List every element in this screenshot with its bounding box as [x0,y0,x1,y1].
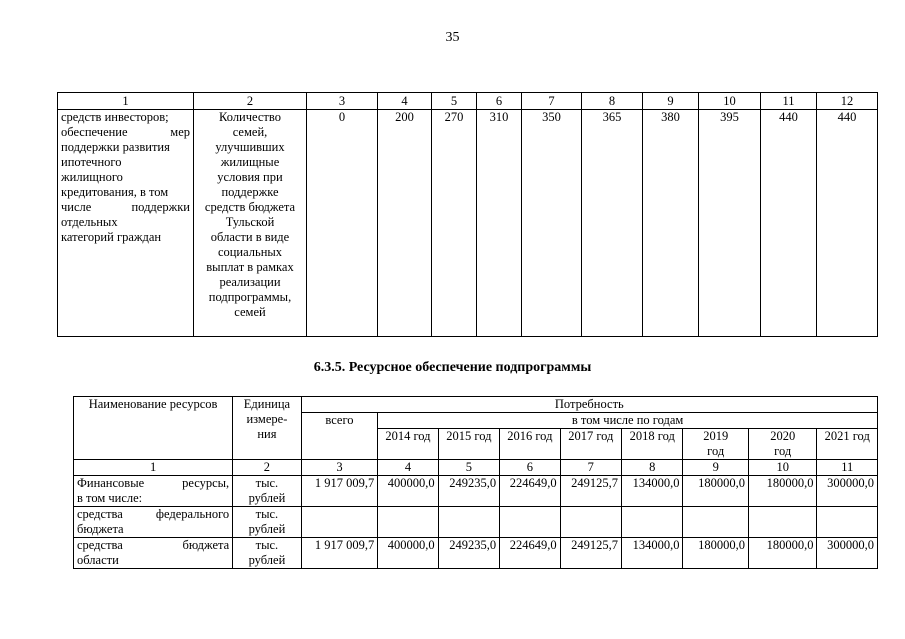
value-cell: 400000,0 [378,538,438,569]
text-line: отдельных [61,215,118,229]
text-line: рублей [248,553,286,567]
column-number: 11 [817,460,878,476]
value-cell: 310 [477,110,522,337]
value-cell: 249235,0 [438,476,499,507]
column-number: 4 [378,93,432,110]
column-number: 10 [748,460,817,476]
text-line: Единица [243,397,291,411]
year-header: 2017 год [560,429,621,460]
year-header: 2021 год [817,429,878,460]
text-line: семей, [232,125,268,139]
value-cell: 1 917 009,7 [301,476,378,507]
header-row [74,397,878,413]
value-cell: 134000,0 [622,476,683,507]
column-number: 7 [522,93,582,110]
text-line: 2019 [703,429,729,443]
value-cell: 249235,0 [438,538,499,569]
text-line: жилищного [61,170,123,184]
value-cell: 300000,0 [817,538,878,569]
value-cell [378,507,438,538]
value-cell [301,507,378,538]
value-cell: 440 [761,110,817,337]
text-line: год [707,444,725,458]
column-number: 11 [761,93,817,110]
text-line: кредитования, в том [61,185,169,199]
text-line: числе поддержки [61,200,190,214]
text-line: Тульской [225,215,275,229]
text-line: Финансовые ресурсы, [77,476,230,490]
table-row [58,110,878,337]
column-number: 5 [432,93,477,110]
value-cell: 1 917 009,7 [301,538,378,569]
value-cell [560,507,621,538]
value-cell: 300000,0 [817,476,878,507]
column-number: 6 [477,93,522,110]
section-heading: 6.3.5. Ресурсное обеспечение подпрограммы [313,360,592,375]
text-line: рублей [248,491,286,505]
text-line: условия при [217,170,283,184]
text-line: области в виде [210,230,290,244]
text-line: жилищные [220,155,280,169]
value-cell [748,507,817,538]
column-number: 1 [74,460,233,476]
unit-cell [233,507,302,538]
value-cell: 180000,0 [683,476,748,507]
table-row [74,538,878,569]
text-line: реализации [219,275,281,289]
text-line: ипотечного [61,155,122,169]
unit-cell [233,538,302,569]
column-number: 8 [582,93,643,110]
total-header: всего [301,413,378,460]
text-line: поддержки развития [61,140,170,154]
year-header: 2018 год [622,429,683,460]
column-number: 4 [378,460,438,476]
resources-table [73,396,878,569]
text-line: поддержке [221,185,279,199]
resource-name-cell [74,507,233,538]
resource-name-cell [74,538,233,569]
text-line: тыс. [255,538,279,552]
text-line: 2020 [770,429,796,443]
value-cell: 0 [307,110,378,337]
column-number: 12 [817,93,878,110]
value-cell: 224649,0 [500,476,560,507]
column-number: 3 [307,93,378,110]
table-row [74,476,878,507]
text-line: обеспечение мер [61,125,190,139]
text-line: ния [257,427,277,441]
text-line: выплат в рамках [206,260,294,274]
value-cell: 400000,0 [378,476,438,507]
column-number: 8 [622,460,683,476]
text-line: подпрограммы, [208,290,292,304]
value-cell [438,507,499,538]
year-header: 2015 год [438,429,499,460]
text-line: средства бюджета [77,538,230,552]
value-cell: 249125,7 [560,476,621,507]
column-number-row [74,460,878,476]
text-line: Количество [219,110,281,124]
text-line: год [774,444,792,458]
text-line: в том числе: [77,491,143,505]
value-cell: 350 [522,110,582,337]
column-number: 6 [500,460,560,476]
year-header [683,429,748,460]
table-row [74,507,878,538]
column-number: 7 [560,460,621,476]
unit-cell [233,476,302,507]
need-header: Потребность [301,397,877,413]
year-header: 2016 год [500,429,560,460]
value-cell: 180000,0 [748,476,817,507]
value-cell: 395 [699,110,761,337]
text-line: измере- [246,412,288,426]
text-line: рублей [248,522,286,536]
resource-name-cell [74,476,233,507]
page-number: 35 [445,30,460,45]
text-line: средств инвесторов; [61,110,169,124]
text-line: области [77,553,119,567]
measure-cell [58,110,194,337]
column-number: 3 [301,460,378,476]
column-number: 2 [194,93,307,110]
value-cell: 249125,7 [560,538,621,569]
text-line: семей [234,305,266,319]
unit-header [233,397,302,460]
value-cell [622,507,683,538]
by-years-header: в том числе по годам [378,413,878,429]
value-cell: 200 [378,110,432,337]
column-number-row [58,93,878,110]
text-line: тыс. [255,476,279,490]
text-line: тыс. [255,507,279,521]
text-line: бюджета [77,522,124,536]
column-number: 10 [699,93,761,110]
value-cell: 270 [432,110,477,337]
value-cell: 365 [582,110,643,337]
value-cell: 134000,0 [622,538,683,569]
text-line: улучшивших [215,140,285,154]
value-cell [817,507,878,538]
year-header: 2014 год [378,429,438,460]
column-number: 5 [438,460,499,476]
value-cell: 440 [817,110,878,337]
column-number: 2 [233,460,302,476]
column-number: 9 [683,460,748,476]
value-cell [683,507,748,538]
year-header [748,429,817,460]
value-cell: 180000,0 [683,538,748,569]
resource-name-header: Наименование ресурсов [74,397,233,460]
value-cell [500,507,560,538]
column-number: 9 [643,93,699,110]
text-line: категорий граждан [61,230,162,244]
column-number: 1 [58,93,194,110]
text-line: средства федерального [77,507,230,521]
indicator-cell [194,110,307,337]
indicators-table [57,92,878,337]
text-line: средств бюджета [204,200,296,214]
text-line: социальных [217,245,283,259]
value-cell: 180000,0 [748,538,817,569]
value-cell: 380 [643,110,699,337]
value-cell: 224649,0 [500,538,560,569]
